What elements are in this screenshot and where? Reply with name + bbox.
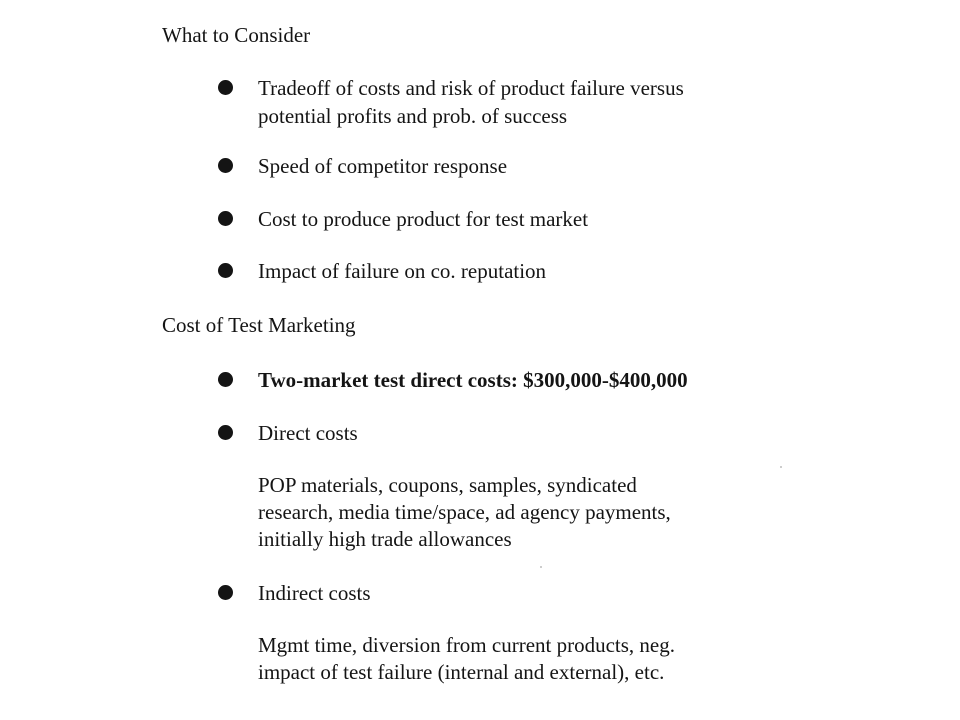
bullet-text: Two-market test direct costs: $300,000-$400,000 [258, 368, 688, 392]
bullet-item-indirect-costs [218, 579, 778, 609]
bullet-text: Tradeoff of costs and risk of product failure versus potential profits and prob. of success [258, 76, 684, 128]
bullet-text: Speed of competitor response [258, 154, 508, 178]
scan-speck [540, 566, 542, 568]
bullet-item-reputation-impact [218, 257, 778, 287]
bullet-dot-icon [218, 158, 233, 173]
bullet-text: Impact of failure on co. reputation [258, 259, 547, 283]
scan-speck [780, 466, 782, 468]
bullet-dot-icon [218, 80, 233, 95]
direct-costs-detail: POP materials, coupons, samples, syndicated research, media time/space, ad agency payments, initially high trade allowances [258, 473, 671, 551]
section-heading-what-to-consider: What to Consider [162, 23, 311, 47]
bullet-item-direct-costs [218, 419, 778, 449]
indirect-costs-detail: Mgmt time, diversion from current products, neg. impact of test failure (internal and external), etc. [258, 633, 675, 684]
bullet-item-competitor-speed [218, 152, 778, 182]
bullet-dot-icon [218, 263, 233, 278]
bullet-text: Indirect costs [258, 581, 371, 605]
bullet-dot-icon [218, 425, 233, 440]
bullet-dot-icon [218, 372, 233, 387]
bullet-item-tradeoff [218, 74, 778, 134]
bullet-item-production-cost [218, 205, 778, 235]
bullet-text: Cost to produce product for test market [258, 207, 589, 231]
bullet-text: Direct costs [258, 421, 358, 445]
section-heading-cost-of-test-marketing: Cost of Test Marketing [162, 313, 356, 337]
bullet-dot-icon [218, 585, 233, 600]
bullet-dot-icon [218, 211, 233, 226]
bullet-item-two-market-test [218, 366, 778, 396]
